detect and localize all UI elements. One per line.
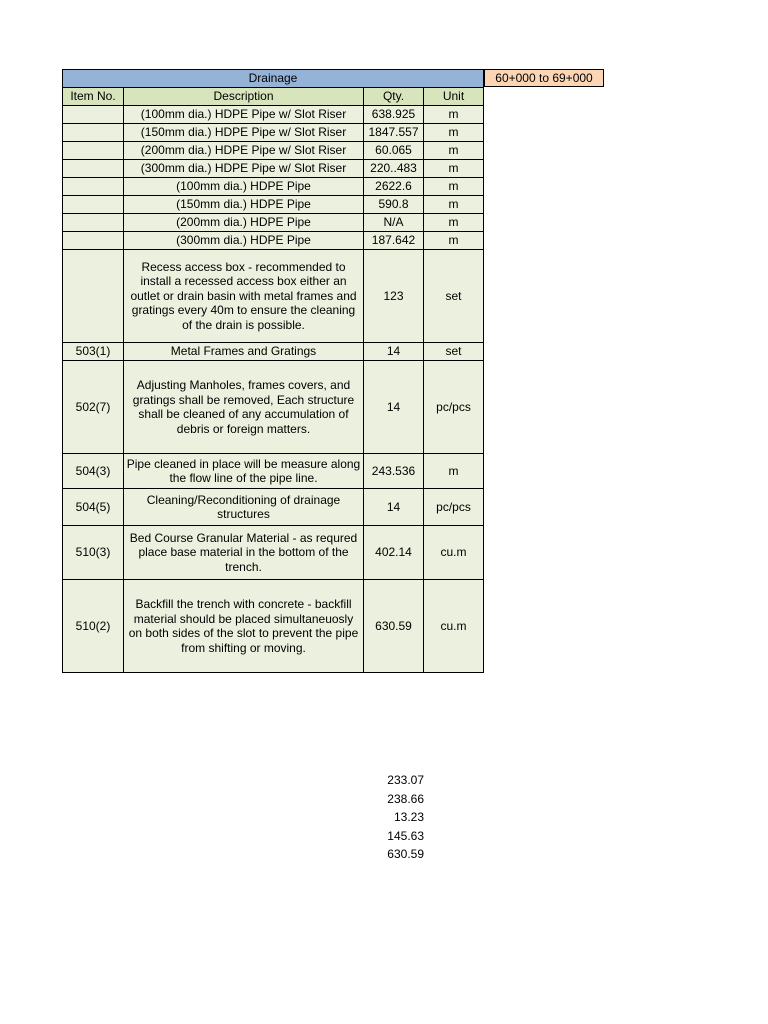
cell-description[interactable]: (150mm dia.) HDPE Pipe xyxy=(124,196,364,214)
cell-item-no[interactable] xyxy=(63,160,124,178)
cell-unit[interactable]: m xyxy=(424,178,484,196)
cell-qty[interactable]: 2622.6 xyxy=(364,178,424,196)
cell-unit[interactable]: cu.m xyxy=(424,580,484,673)
cell-unit[interactable]: pc/pcs xyxy=(424,361,484,454)
table-title-row xyxy=(63,70,484,88)
table-row xyxy=(63,361,484,454)
cell-unit[interactable]: m xyxy=(424,232,484,250)
table-row xyxy=(63,124,484,142)
loose-value-cell[interactable]: 630.59 xyxy=(387,847,424,861)
cell-qty[interactable]: 187.642 xyxy=(364,232,424,250)
table-row xyxy=(63,454,484,489)
cell-item-no[interactable]: 502(7) xyxy=(63,361,124,454)
drainage-table xyxy=(62,69,484,673)
header-description[interactable]: Description xyxy=(124,88,364,106)
cell-qty[interactable]: 630.59 xyxy=(364,580,424,673)
table-row xyxy=(63,160,484,178)
cell-item-no[interactable] xyxy=(63,178,124,196)
cell-qty[interactable]: 590.8 xyxy=(364,196,424,214)
cell-description[interactable]: Pipe cleaned in place will be measure along the flow line of the pipe line. xyxy=(124,454,364,489)
cell-description[interactable]: (200mm dia.) HDPE Pipe w/ Slot Riser xyxy=(124,142,364,160)
table-row xyxy=(63,250,484,343)
cell-qty[interactable]: 243.536 xyxy=(364,454,424,489)
cell-description[interactable]: (150mm dia.) HDPE Pipe w/ Slot Riser xyxy=(124,124,364,142)
cell-qty[interactable]: N/A xyxy=(364,214,424,232)
cell-qty[interactable]: 14 xyxy=(364,489,424,526)
cell-item-no[interactable]: 510(3) xyxy=(63,526,124,580)
cell-description[interactable]: Metal Frames and Gratings xyxy=(124,343,364,361)
cell-unit[interactable]: m xyxy=(424,124,484,142)
loose-value-cell[interactable]: 238.66 xyxy=(387,791,424,806)
loose-value-cell[interactable]: 13.23 xyxy=(393,810,424,824)
cell-description[interactable]: Bed Course Granular Material - as requred place base material in the bottom of the trench. xyxy=(124,526,364,580)
cell-unit[interactable]: cu.m xyxy=(424,526,484,580)
cell-item-no[interactable] xyxy=(63,214,124,232)
cell-qty[interactable]: 220..483 xyxy=(364,160,424,178)
table-header-row xyxy=(63,88,484,106)
header-qty[interactable]: Qty. xyxy=(364,88,424,106)
header-unit[interactable]: Unit xyxy=(424,88,484,106)
cell-unit[interactable]: m xyxy=(424,142,484,160)
cell-qty[interactable]: 402.14 xyxy=(364,526,424,580)
cell-description[interactable]: (200mm dia.) HDPE Pipe xyxy=(124,214,364,232)
table-row xyxy=(63,232,484,250)
cell-qty[interactable]: 123 xyxy=(364,250,424,343)
cell-unit[interactable]: pc/pcs xyxy=(424,489,484,526)
table-row xyxy=(63,142,484,160)
table-row xyxy=(63,196,484,214)
loose-value-cell[interactable]: 233.07 xyxy=(387,773,424,787)
cell-qty[interactable]: 638.925 xyxy=(364,106,424,124)
table-title[interactable]: Drainage xyxy=(63,70,484,88)
table-row xyxy=(63,106,484,124)
cell-item-no[interactable] xyxy=(63,124,124,142)
table-row xyxy=(63,489,484,526)
cell-description[interactable]: (300mm dia.) HDPE Pipe w/ Slot Riser xyxy=(124,160,364,178)
cell-unit[interactable]: set xyxy=(424,343,484,361)
table-row xyxy=(63,214,484,232)
cell-unit[interactable]: set xyxy=(424,250,484,343)
table-row xyxy=(63,580,484,673)
cell-item-no[interactable] xyxy=(63,250,124,343)
table-row xyxy=(63,343,484,361)
loose-values-column xyxy=(364,771,424,864)
cell-item-no[interactable]: 510(2) xyxy=(63,580,124,673)
table-row xyxy=(63,178,484,196)
cell-qty[interactable]: 60.065 xyxy=(364,142,424,160)
station-range-cell[interactable]: 60+000 to 69+000 xyxy=(484,69,604,87)
cell-unit[interactable]: m xyxy=(424,196,484,214)
table-row xyxy=(63,526,484,580)
cell-item-no[interactable]: 503(1) xyxy=(63,343,124,361)
cell-qty[interactable]: 14 xyxy=(364,343,424,361)
cell-item-no[interactable] xyxy=(63,106,124,124)
cell-qty[interactable]: 14 xyxy=(364,361,424,454)
cell-description[interactable]: Cleaning/Reconditioning of drainage structures xyxy=(124,489,364,526)
cell-unit[interactable]: m xyxy=(424,214,484,232)
cell-description[interactable]: Backfill the trench with concrete - backfill material should be placed simultaneuosly on both sides of the slot to prevent the pipe from shifting or moving. xyxy=(124,580,364,673)
cell-description[interactable]: (100mm dia.) HDPE Pipe xyxy=(124,178,364,196)
cell-qty[interactable]: 1847.557 xyxy=(364,124,424,142)
cell-item-no[interactable]: 504(5) xyxy=(63,489,124,526)
cell-description[interactable]: Adjusting Manholes, frames covers, and gratings shall be removed, Each structure shall be cleaned of any accumulation of debris or foreign matters. xyxy=(124,361,364,454)
cell-item-no[interactable] xyxy=(63,142,124,160)
cell-unit[interactable]: m xyxy=(424,160,484,178)
cell-description[interactable]: Recess access box - recommended to install a recessed access box either an outlet or drain basin with metal frames and gratings every 40m to ensure the cleaning of the drain is possible. xyxy=(124,250,364,343)
cell-unit[interactable]: m xyxy=(424,454,484,489)
cell-description[interactable]: (100mm dia.) HDPE Pipe w/ Slot Riser xyxy=(124,106,364,124)
cell-item-no[interactable] xyxy=(63,232,124,250)
cell-item-no[interactable] xyxy=(63,196,124,214)
cell-description[interactable]: (300mm dia.) HDPE Pipe xyxy=(124,232,364,250)
cell-unit[interactable]: m xyxy=(424,106,484,124)
loose-value-cell[interactable]: 145.63 xyxy=(387,828,424,843)
cell-item-no[interactable]: 504(3) xyxy=(63,454,124,489)
header-item-no[interactable]: Item No. xyxy=(63,88,124,106)
